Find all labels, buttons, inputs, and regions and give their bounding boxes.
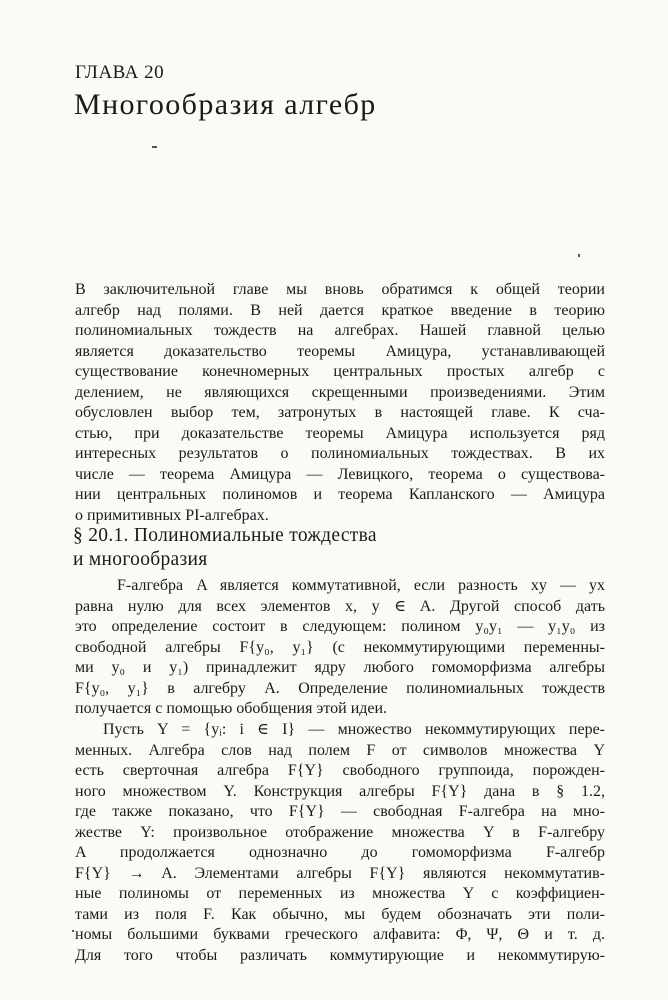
- text-line: полиномиальных тождеств на алгебрах. Нашей главной целью: [75, 322, 605, 339]
- text-line: нии центральных полиномов и теорема Капланского — Амицура: [75, 486, 605, 503]
- print-speck: [152, 146, 157, 148]
- paragraph-2: [75, 720, 605, 966]
- print-speck: [72, 930, 74, 932]
- text-line: алгебр над полями. В ней дается краткое введение в теорию: [75, 301, 605, 319]
- chapter-title: Многообразия алгебр: [74, 88, 377, 121]
- text-line: A продолжается однозначно до гомоморфизма F-алгебр: [75, 844, 605, 861]
- text-line: обусловлен выбор тем, затронутых в настоящей главе. К сча-: [75, 404, 605, 421]
- paragraph-1: [75, 576, 605, 720]
- section-heading: [73, 524, 377, 572]
- text-line: ми y₀ и y₁) принадлежит ядру любого гомоморфизма алгебры: [75, 659, 605, 676]
- text-line: есть свертoчная алгебра F{Y} свободного группоида, порожден-: [75, 762, 605, 779]
- text-line: где также показано, что F{Y} — свободная F-алгебра на мно-: [75, 803, 605, 820]
- text-line: это определение состоит в следующем: полином y₀y₁ — y₁y₀ из: [75, 618, 605, 635]
- text-line: менных. Алгебра слов над полем F от символов множества Y: [75, 741, 605, 759]
- text-line: F{Y} → A. Элементами алгебры F{Y} являются некоммутатив-: [75, 864, 605, 882]
- text-line: интересных результатов о полиномиальных тождествах. В их: [75, 445, 605, 462]
- text-line: о примитивных PI-алгебрах.: [75, 506, 269, 524]
- text-line: является доказательство теоремы Амицура, устанавливающей: [75, 342, 605, 360]
- text-line: F-алгебра A является коммутативной, если разность xy — yx: [117, 577, 605, 594]
- text-line: делением, не являющихся скрещенными произведениями. Этим: [75, 383, 605, 401]
- text-line: равна нулю для всех элементов x, y ∈ A. Другой способ дать: [75, 597, 605, 615]
- text-line: ного множеством Y. Конструкция алгебры F{Y} дана в § 1.2,: [75, 782, 605, 800]
- text-line: F{y₀, y₁} в алгебру A. Определение полиномиальных тождеств: [75, 679, 605, 697]
- text-line: ные полиномы от переменных из множества Y с коэффициен-: [75, 885, 605, 902]
- text-line: получается с помощью обобщения этой идеи.: [75, 700, 388, 717]
- text-line: числе — теорема Амицура — Левицкого, теорема о существова-: [75, 465, 605, 483]
- text-line: жестве Y: произвольное отображение множества Y в F-алгебру: [75, 823, 605, 841]
- text-line: В заключительной главе мы вновь обратимся к общей теории: [75, 281, 605, 298]
- chapter-label: ГЛАВА 20: [75, 62, 165, 83]
- text-line: существование конечномерных центральных простых алгебр с: [75, 363, 605, 380]
- text-line: Для того чтобы различать коммутирующие и некоммутирую-: [75, 946, 605, 964]
- print-speck: [578, 254, 580, 257]
- text-line: стью, при доказательстве теоремы Амицура используется ряд: [75, 424, 605, 442]
- text-line: Пусть Y = {yᵢ: i ∈ I} — множество некоммутирующих пере-: [103, 721, 605, 738]
- intro-paragraph: [75, 280, 605, 526]
- text-line: номы большими буквами греческого алфавита: Φ, Ψ, Θ и т. д.: [75, 926, 605, 943]
- text-line: тами из поля F. Как обычно, мы будем обозначать эти поли-: [75, 905, 605, 923]
- section-title-line: § 20.1. Полиномиальные тождества: [73, 525, 377, 546]
- section-title-line: и многообразия: [73, 549, 208, 570]
- text-line: свободной алгебры F{y₀, y₁} (с некоммутирующими переменны-: [75, 638, 605, 656]
